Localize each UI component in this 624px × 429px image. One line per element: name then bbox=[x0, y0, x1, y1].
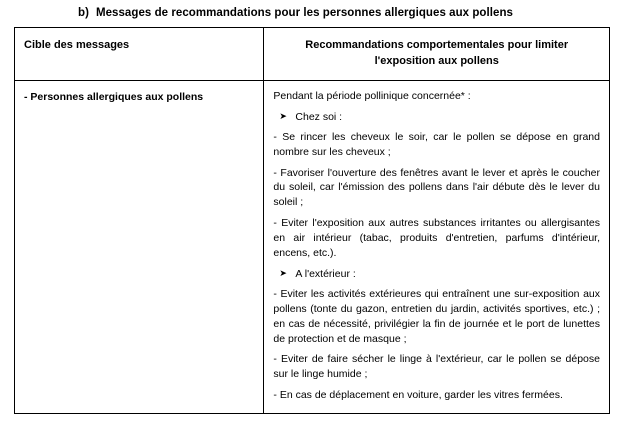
target-text: - Personnes allergiques aux pollens bbox=[24, 90, 204, 103]
header-cell-recommendations bbox=[264, 28, 610, 81]
header-cell-target bbox=[15, 28, 264, 81]
heading-marker: b) bbox=[78, 7, 89, 19]
header-recommendations-label bbox=[264, 28, 609, 80]
heading-text: Messages de recommandations pour les personnes allergiques aux pollens bbox=[95, 7, 513, 19]
cell-recommendations bbox=[264, 80, 610, 413]
table-row bbox=[15, 80, 610, 413]
header-recommendations-line2: l'exposition aux pollens bbox=[374, 54, 499, 67]
intro-text: Pendant la période pollinique concernée* : bbox=[273, 89, 471, 102]
recommendations-body bbox=[264, 81, 609, 413]
subheading-chez-soi bbox=[273, 110, 600, 125]
list-item: - Eviter les activités extérieures qui entraînent une sur-exposition aux pollens (tonte du gazon, entretien du jardin, activités sportives, etc.) ; en cas de nécessité, privilégier la fin de journée et le port de lunettes de protection et de masque ; bbox=[273, 287, 600, 345]
header-recommendations-line1: Recommandations comportementales pour limiter bbox=[305, 39, 569, 51]
recommendations-table bbox=[14, 27, 610, 414]
list-item: - En cas de déplacement en voiture, garder les vitres fermées. bbox=[273, 389, 563, 402]
subheading-exterieur-label: A l'extérieur : bbox=[295, 267, 356, 280]
list-item: - Favoriser l'ouverture des fenêtres avant le lever et après le coucher du soleil, car l'émission des pollens dans l'air débute dès le lever du soleil ; bbox=[273, 166, 600, 209]
cell-target bbox=[15, 80, 264, 413]
list-item: - Eviter de faire sécher le linge à l'extérieur, car le pollen se dépose sur le linge humide ; bbox=[273, 353, 600, 381]
list-item: - Se rincer les cheveux le soir, car le pollen se dépose en grand nombre sur les cheveux ; bbox=[273, 130, 600, 158]
arrow-bullet-icon: ➤ bbox=[279, 267, 287, 278]
table-header-row bbox=[15, 28, 610, 81]
section-heading bbox=[0, 0, 624, 27]
subheading-chez-soi-label: Chez soi : bbox=[295, 110, 343, 123]
list-item: - Eviter l'exposition aux autres substances irritantes ou allergisantes en air intérieur (tabac, produits d'entretien, parfums d'intérieur, encens, etc.). bbox=[273, 217, 600, 260]
header-target-label: Cible des messages bbox=[24, 39, 130, 51]
arrow-bullet-icon: ➤ bbox=[279, 110, 287, 121]
subheading-exterieur bbox=[273, 267, 600, 282]
